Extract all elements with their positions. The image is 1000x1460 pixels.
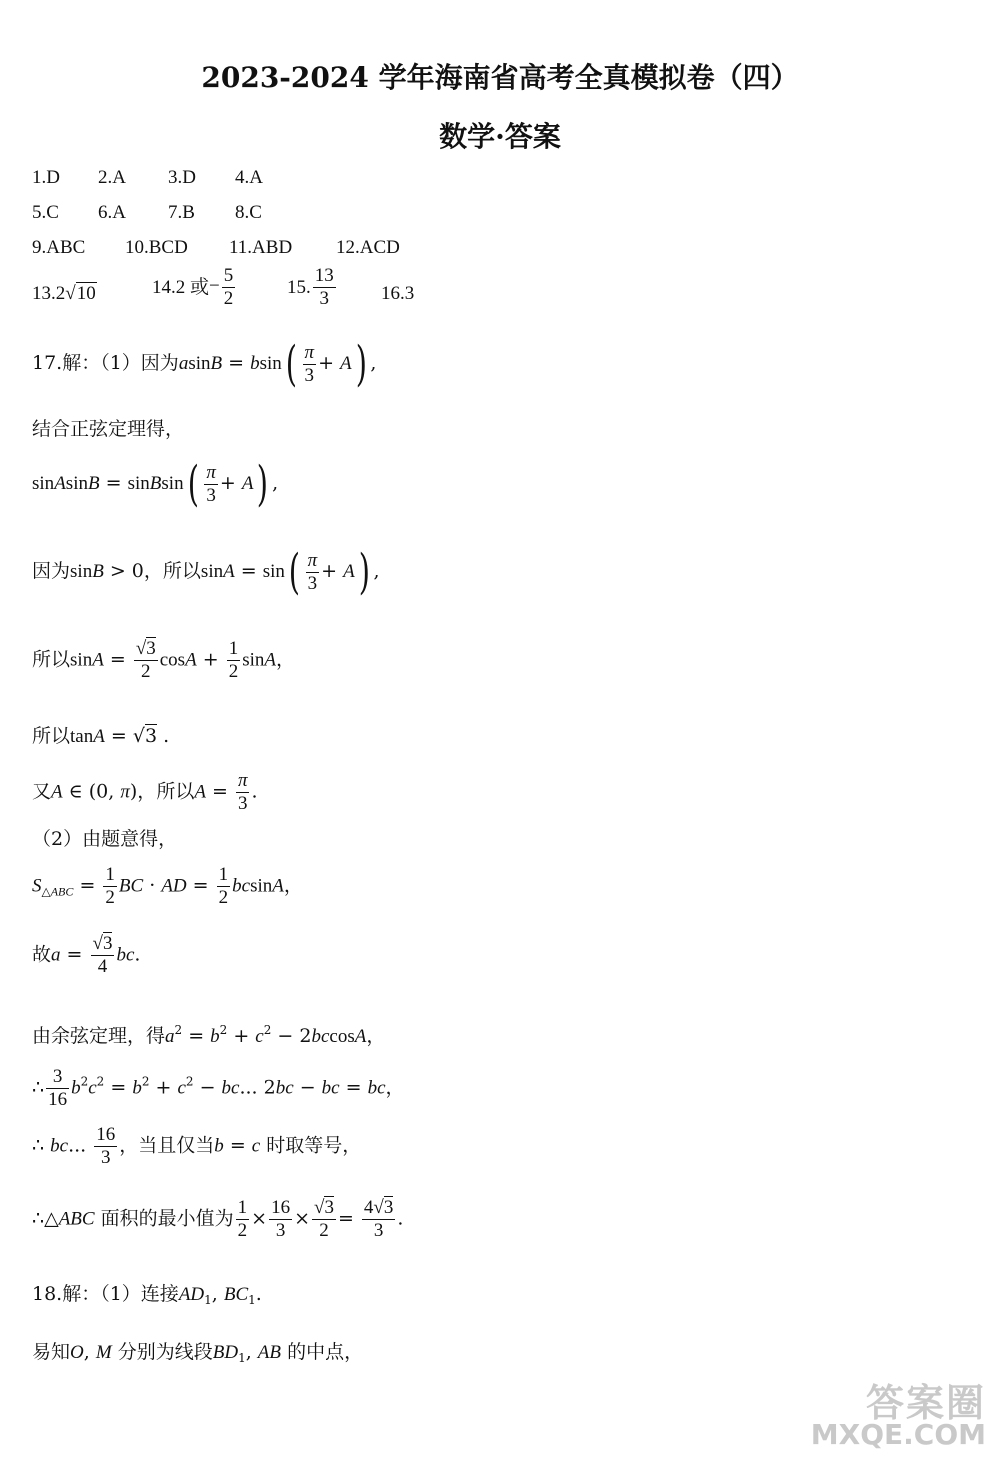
sol17-eq2: 因为sinB > 0，所以sinA = sin( $\frac{\pi}{3}$ + A) , — [32, 544, 380, 600]
answer: 1.D — [32, 167, 60, 188]
answer: 7.B — [168, 202, 195, 223]
answer: 6.A — [98, 202, 126, 223]
answer: 12.ACD — [336, 237, 400, 258]
sol17-eq11: ∴△ABC 面积的最小值为 $\frac{1}{2}$ × $\frac{16}{3}$ × $\frac{√3}{2}$ = $\frac{4√3}{3}$ . — [32, 1197, 404, 1241]
sol18-intro: 18.解：（1）连接$AD_1$, $BC_1$. — [32, 1283, 262, 1307]
sol17-eq9: ∴ $\frac{3}{16}$ $b^2c^2 = b^2 + c^2$ − bc... 2bc − bc = bc， — [32, 1066, 405, 1110]
sol17-eq1: sinAsinB = sinBsin( $\frac{\pi}{3}$ + A) , — [32, 456, 279, 512]
sol17-eq8: 由余弦定理，得$a^2 = b^2 + c^2 - 2bccosA$， — [32, 1023, 386, 1047]
answer: 3.D — [168, 167, 196, 188]
sol17-eq10: ∴ bc... $\frac{16}{3}$ ，当且仅当b = c 时取等号， — [32, 1124, 362, 1168]
answer: 10.BCD — [125, 237, 188, 258]
sol17-eq6: $S_{\triangle ABC}$ = $\frac{1}{2}$ BC · AD = $\frac{1}{2}$ bcsinA， — [32, 864, 303, 908]
answer-13: 13.2√10 — [32, 283, 96, 304]
page-title: 2023-2024 学年海南省高考全真模拟卷（四） — [201, 61, 799, 94]
watermark-url: MXQE.COM — [810, 1418, 986, 1451]
answer-16: 16.3 — [381, 283, 415, 304]
sol17-eq3: 所以sinA = $\frac{√3}{2}$ cosA + $\frac{1}{2}$ sinA， — [32, 638, 295, 682]
sol17-part2: （2）由题意得， — [32, 828, 178, 850]
answer: 5.C — [32, 202, 59, 223]
answer: 4.A — [235, 167, 263, 188]
answer: 11.ABD — [229, 237, 293, 258]
sol17-eq4: 所以tanA = √3 . — [32, 725, 170, 747]
answer: 8.C — [235, 202, 262, 223]
sol17-intro: 17.解：（1）因为asinB = bsin( $\frac{\pi}{3}$ + A) , — [32, 336, 377, 392]
answer-15: 15. $\frac{13}{3}$ — [287, 265, 334, 309]
watermark-logo: 答案圈 — [865, 1381, 986, 1425]
answer: 2.A — [98, 167, 126, 188]
page-subtitle: 数学·答案 — [439, 120, 561, 153]
answer: 9.ABC — [32, 237, 86, 258]
sol17-eq5: 又A ∈ (0, π)，所以A = $\frac{\pi}{3}$ . — [32, 770, 258, 814]
answer-14: 14.2 或− $\frac{5}{2}$ — [152, 265, 234, 309]
sol18-line2: 易知O, M 分别为线段$BD_1$, AB 的中点， — [32, 1341, 364, 1365]
sol17-line2: 结合正弦定理得， — [32, 418, 185, 440]
sol17-eq7: 故a = $\frac{√3}{4}$ bc. — [32, 933, 141, 977]
